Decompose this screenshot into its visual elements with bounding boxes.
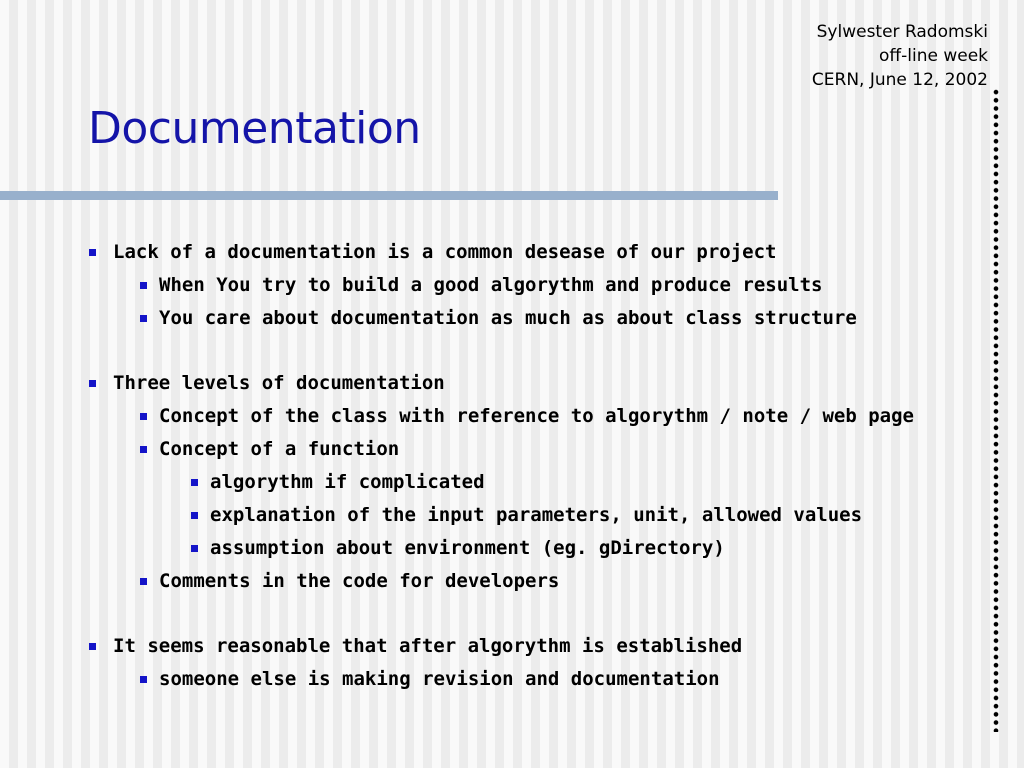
slide-header-meta	[812, 20, 988, 92]
square-bullet-icon	[89, 249, 96, 256]
sub-bullet-item	[0, 400, 980, 433]
bullet-text: explanation of the input parameters, unit, allowed values	[210, 504, 863, 526]
square-bullet-icon	[140, 315, 147, 322]
bullet-text: Comments in the code for developers	[159, 570, 560, 592]
square-bullet-icon	[140, 413, 147, 420]
square-bullet-icon	[89, 643, 96, 650]
bullet-text: When You try to build a good algorythm and produce results	[159, 274, 823, 296]
square-bullet-icon	[140, 578, 147, 585]
bullet-text: Lack of a documentation is a common desease of our project	[113, 241, 777, 263]
event-date: CERN, June 12, 2002	[811, 70, 988, 90]
bullet-text: algorythm if complicated	[210, 471, 485, 493]
sub-bullet-item	[0, 663, 980, 696]
sub-bullet-item	[0, 565, 980, 598]
sub-sub-bullet-item	[0, 499, 980, 532]
bullet-text: Concept of a function	[159, 438, 400, 460]
title-divider	[0, 191, 778, 200]
slide-title: Documentation	[88, 103, 421, 154]
bullet-text: It seems reasonable that after algorythm is established	[113, 635, 743, 657]
bullet-list	[0, 236, 980, 696]
bullet-text: You care about documentation as much as about class structure	[159, 307, 857, 329]
square-bullet-icon	[140, 282, 147, 289]
sub-bullet-item	[0, 302, 980, 335]
bullet-item	[0, 236, 980, 269]
bullet-text: Concept of the class with reference to algorythm / note / web page	[159, 405, 914, 427]
sub-sub-bullet-item	[0, 466, 980, 499]
square-bullet-icon	[140, 676, 147, 683]
dotted-border-decoration	[992, 88, 1000, 732]
bullet-item	[0, 630, 980, 663]
bullet-text: Three levels of documentation	[113, 372, 445, 394]
sub-bullet-item	[0, 433, 980, 466]
square-bullet-icon	[191, 512, 198, 519]
sub-sub-bullet-item	[0, 532, 980, 565]
square-bullet-icon	[89, 380, 96, 387]
bullet-item	[0, 367, 980, 400]
event-name: off-line week	[879, 46, 988, 66]
sub-bullet-item	[0, 269, 980, 302]
square-bullet-icon	[191, 545, 198, 552]
square-bullet-icon	[191, 479, 198, 486]
square-bullet-icon	[140, 446, 147, 453]
bullet-text: someone else is making revision and documentation	[159, 668, 720, 690]
bullet-text: assumption about environment (eg. gDirectory)	[210, 537, 725, 559]
author-name: Sylwester Radomski	[816, 22, 988, 42]
